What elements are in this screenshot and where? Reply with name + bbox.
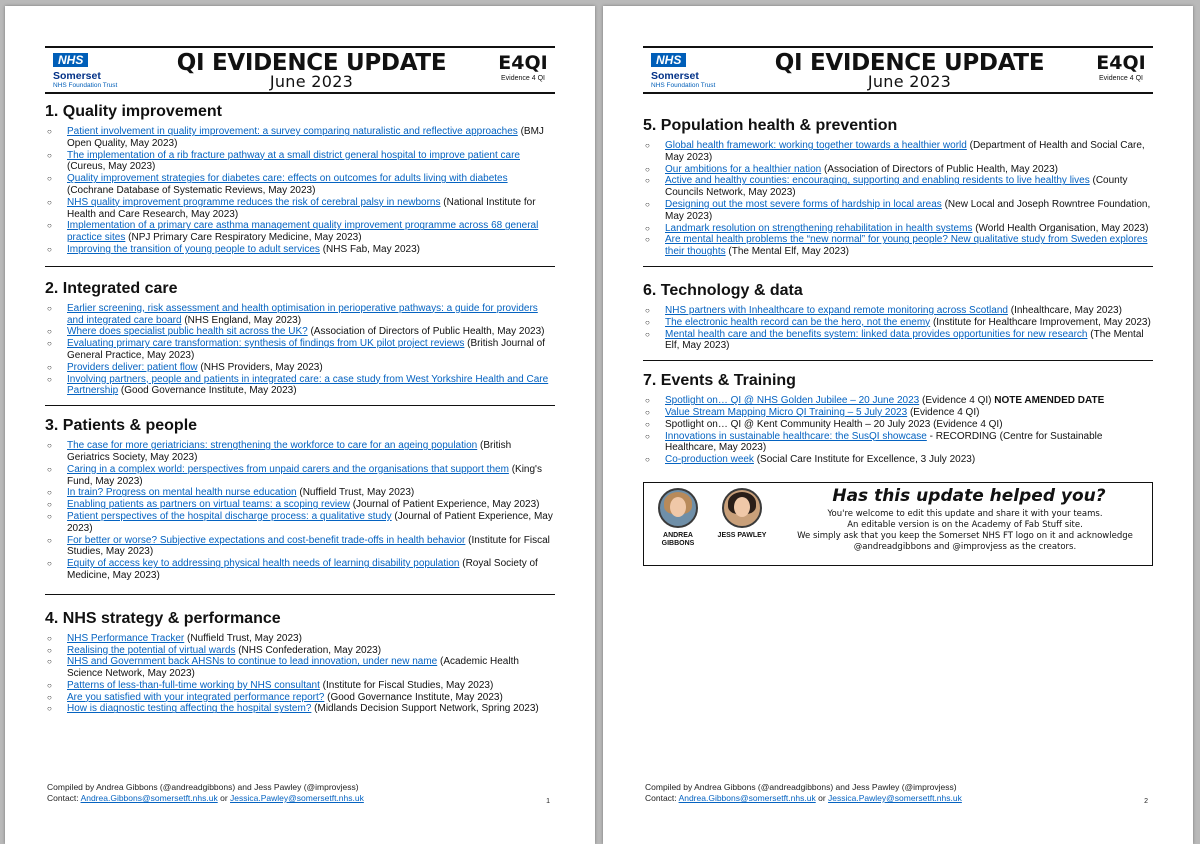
resource-link[interactable]: Designing out the most severe forms of hardship in local areas (665, 198, 942, 210)
list-item (45, 558, 555, 582)
circle-bullet-icon: ○ (645, 176, 650, 186)
person-jess (712, 488, 772, 540)
list-item (45, 440, 555, 464)
list-item (643, 317, 1153, 329)
footer-compiled: Compiled by Andrea Gibbons (@andreadgibbons) and Jess Pawley (@improvjess) (47, 782, 359, 792)
nhs-somerset-logo (53, 51, 163, 93)
page-header (643, 46, 1153, 94)
resource-link[interactable]: Are mental health problems the “new normal” for young people? New qualitative study from Sweden explores their thoughts (665, 234, 1148, 258)
list-item (643, 223, 1153, 235)
resource-link[interactable]: Mental health care and the benefits system: linked data provides opportunities for new research (665, 328, 1088, 340)
resource-link[interactable]: NHS quality improvement programme reduces the risk of cerebral palsy in newborns (67, 196, 441, 208)
circle-bullet-icon: ○ (47, 374, 52, 384)
list-item (643, 140, 1153, 164)
list-item (45, 645, 555, 657)
source-citation: (Midlands Decision Support Network, Spring 2023) (314, 703, 539, 715)
person-name: ANDREA GIBBONS (661, 531, 695, 547)
list-item (643, 164, 1153, 176)
document-title: QI EVIDENCE UPDATE (774, 50, 1045, 76)
list-item (643, 175, 1153, 199)
source-citation: (NHS Fab, May 2023) (322, 243, 420, 255)
source-citation: (British Journal of General Practice, May 2023) (67, 338, 545, 361)
circle-bullet-icon: ○ (645, 305, 650, 315)
logo-org-name: Somerset (53, 70, 101, 82)
logo-org-name: Somerset (651, 70, 699, 82)
nhs-logo-mark: NHS (53, 53, 88, 67)
list-item (45, 126, 555, 150)
source-citation: (County Councils Network, May 2023) (665, 175, 1128, 199)
list-item (643, 199, 1153, 223)
source-citation: - RECORDING (Centre for Sustainable Healthcare, May 2023) (665, 430, 1103, 454)
source-citation: (Cochrane Database of Systematic Reviews, May 2023) (67, 184, 316, 196)
resource-link[interactable]: NHS Performance Tracker (67, 632, 185, 644)
resource-link[interactable]: Innovations in sustainable healthcare: the SusQI showcase (665, 430, 927, 442)
section (45, 267, 555, 406)
resource-link[interactable]: Improving the transition of young people to adult services (67, 243, 320, 255)
source-citation: (Institute for Fiscal Studies, May 2023) (322, 679, 494, 691)
logo-trust-name: NHS Foundation Trust (53, 82, 118, 89)
circle-bullet-icon: ○ (47, 657, 52, 667)
source-citation: (Nuffield Trust, May 2023) (299, 487, 415, 499)
list-item (45, 464, 555, 488)
list-item (45, 703, 555, 715)
circle-bullet-icon: ○ (47, 221, 52, 231)
source-citation: (Evidence 4 QI) (909, 406, 980, 418)
source-citation: (Cureus, May 2023) (67, 161, 156, 173)
resource-link[interactable]: Landmark resolution on strengthening rehabilitation in health systems (665, 222, 973, 234)
resource-link[interactable]: Value Stream Mapping Micro QI Training – 5 July 2023 (665, 406, 908, 418)
feedback-line: @andreadgibbons and @improvjess as the creators. (853, 541, 1077, 552)
list-item (643, 431, 1153, 455)
list-item (45, 220, 555, 244)
footer-contact-label: Contact: (47, 793, 79, 803)
source-citation: (Association of Directors of Public Health, May 2023) (310, 326, 545, 338)
list-item (643, 234, 1153, 258)
circle-bullet-icon: ○ (47, 645, 52, 655)
amended-note: NOTE AMENDED DATE (994, 395, 1105, 407)
section (45, 406, 555, 595)
e4qi-caption: Evidence 4 QI (501, 75, 545, 82)
resource-link[interactable]: NHS partners with Inhealthcare to expand remote monitoring across Scotland (665, 304, 1008, 316)
circle-bullet-icon: ○ (47, 680, 52, 690)
resource-link[interactable]: In train? Progress on mental health nurse education (67, 487, 297, 499)
circle-bullet-icon: ○ (645, 396, 650, 406)
list-item (643, 454, 1153, 466)
source-citation: (King's Fund, May 2023) (67, 463, 542, 487)
reference-list (643, 140, 1153, 258)
circle-bullet-icon: ○ (47, 244, 52, 254)
resource-link[interactable]: NHS and Government back AHSNs to continue to lead innovation, under new name (67, 656, 438, 668)
section (45, 595, 555, 716)
list-item (643, 407, 1153, 419)
source-citation: (Academic Health Science Network, May 2023) (67, 656, 519, 680)
document-page-1 (5, 6, 595, 844)
source-citation: (National Institute for Health and Care Research, May 2023) (67, 196, 536, 220)
page-header (45, 46, 555, 94)
email-link-andrea[interactable]: Andrea.Gibbons@somersetft.nhs.uk (80, 793, 218, 803)
source-citation: (NHS Confederation, May 2023) (238, 644, 382, 656)
list-item (643, 305, 1153, 317)
source-citation: (Institute for Fiscal Studies, May 2023) (67, 534, 550, 558)
resource-link[interactable]: The implementation of a rib fracture pathway at a small district general hospital to improve patient care (67, 149, 520, 161)
resource-link[interactable]: Spotlight on… QI @ NHS Golden Jubilee – 20 June 2023 (665, 395, 920, 407)
circle-bullet-icon: ○ (645, 164, 650, 174)
item-text: Spotlight on… QI @ Kent Community Health – 20 July 2023 (Evidence 4 QI) (665, 418, 1003, 430)
e4qi-mark: E4QI (1096, 52, 1146, 74)
source-citation: (Social Care Institute for Excellence, 3 July 2023) (756, 454, 976, 466)
feedback-body (784, 509, 1146, 553)
list-item (45, 535, 555, 559)
resource-link[interactable]: Equity of access key to addressing physical health needs of learning disability population (67, 558, 460, 570)
circle-bullet-icon: ○ (47, 303, 52, 313)
circle-bullet-icon: ○ (47, 441, 52, 451)
list-item (45, 511, 555, 535)
circle-bullet-icon: ○ (47, 150, 52, 160)
source-citation: (Department of Health and Social Care, May 2023) (665, 140, 1145, 163)
feedback-line: We simply ask that you keep the Somerset NHS FT logo on it and acknowledge (797, 530, 1133, 541)
e4qi-caption: Evidence 4 QI (1099, 75, 1143, 82)
section (643, 361, 1153, 470)
source-citation: (Good Governance Institute, May 2023) (327, 691, 503, 703)
section-title: 7. Events & Training (643, 372, 796, 390)
list-item (45, 499, 555, 511)
source-citation: (NHS Providers, May 2023) (200, 361, 323, 373)
list-item (45, 173, 555, 197)
circle-bullet-icon: ○ (645, 199, 650, 209)
resource-link[interactable]: How is diagnostic testing affecting the hospital system? (67, 703, 312, 715)
source-citation: (New Local and Joseph Rowntree Foundation, May 2023) (665, 198, 1151, 222)
footer-or: or (818, 793, 826, 803)
feedback-line: You're welcome to edit this update and share it with your teams. (827, 508, 1103, 519)
resource-link[interactable]: Where does specialist public health sit across the UK? (67, 326, 308, 338)
reference-list (45, 633, 555, 716)
e4qi-mark: E4QI (498, 52, 548, 74)
resource-link[interactable]: Patient involvement in quality improvement: a survey comparing naturalistic and reflective approaches (67, 126, 518, 137)
reference-list (643, 395, 1153, 466)
resource-link[interactable]: Patterns of less-than-full-time working by NHS consultant (67, 679, 320, 691)
person-andrea (648, 488, 708, 548)
source-citation: (NPJ Primary Care Respiratory Medicine, May 2023) (128, 232, 362, 244)
reference-list (45, 440, 555, 582)
email-link-jessica[interactable]: Jessica.Pawley@somersetft.nhs.uk (230, 793, 364, 803)
footer-contact-label: Contact: (645, 793, 677, 803)
source-citation: (The Mental Elf, May 2023) (728, 246, 849, 258)
source-citation: (Institute for Healthcare Improvement, May 2023) (932, 316, 1151, 328)
circle-bullet-icon: ○ (645, 223, 650, 233)
circle-bullet-icon: ○ (645, 455, 650, 465)
person-name: JESS PAWLEY (717, 531, 767, 539)
circle-bullet-icon: ○ (645, 317, 650, 327)
circle-bullet-icon: ○ (645, 329, 650, 339)
source-citation: (NHS England, May 2023) (184, 314, 302, 326)
section-title: 6. Technology & data (643, 281, 803, 299)
circle-bullet-icon: ○ (47, 127, 52, 136)
source-citation: (Royal Society of Medicine, May 2023) (67, 558, 538, 581)
resource-link[interactable]: Enabling patients as partners on virtual teams: a scoping review (67, 499, 350, 511)
resource-link[interactable]: Implementation of a primary care asthma management quality improvement programme across 68 general practice sites (67, 220, 539, 244)
nhs-logo-mark: NHS (651, 53, 686, 67)
resource-link[interactable]: The case for more geriatricians: strengthening the workforce to care for an ageing population (67, 440, 478, 452)
source-citation: (British Geriatrics Society, May 2023) (67, 440, 512, 463)
resource-link[interactable]: Earlier screening, risk assessment and health optimisation in perioperative pathways: a guide for providers and integrated care board (67, 302, 538, 326)
resource-link[interactable]: Evaluating primary care transformation: synthesis of findings from UK pilot project reviews (67, 338, 465, 350)
section-title: 4. NHS strategy & performance (45, 609, 281, 627)
circle-bullet-icon: ○ (645, 419, 650, 429)
feedback-line: An editable version is on the Academy of Fab Stuff site. (847, 519, 1083, 530)
source-citation: (Association of Directors of Public Health, May 2023) (823, 163, 1058, 175)
section-title: 3. Patients & people (45, 417, 198, 435)
document-subtitle: June 2023 (269, 72, 354, 91)
circle-bullet-icon: ○ (47, 704, 52, 714)
footer-compiled: Compiled by Andrea Gibbons (@andreadgibbons) and Jess Pawley (@improvjess) (645, 782, 957, 792)
resource-link[interactable]: The electronic health record can be the hero, not the enemy (665, 316, 931, 328)
document-subtitle: June 2023 (867, 72, 952, 91)
resource-link[interactable]: For better or worse? Subjective expectations and cost-benefit trade-offs in health behavior (67, 534, 466, 546)
source-citation: (The Mental Elf, May 2023) (665, 328, 1144, 352)
list-item (45, 197, 555, 221)
list-item (45, 692, 555, 704)
source-citation: (Evidence 4 QI) (921, 395, 992, 407)
resource-link[interactable]: Active and healthy counties: encouraging, supporting and enabling residents to live healthy lives (665, 175, 1090, 187)
circle-bullet-icon: ○ (47, 535, 52, 545)
resource-link[interactable]: Are you satisfied with your integrated performance report? (67, 691, 325, 703)
source-citation: (Journal of Patient Experience, May 2023) (67, 510, 553, 534)
circle-bullet-icon: ○ (47, 327, 52, 337)
reference-list (45, 303, 555, 397)
list-item (45, 374, 555, 398)
source-citation: (Journal of Patient Experience, May 2023) (352, 499, 540, 511)
source-citation: (Nuffield Trust, May 2023) (187, 632, 302, 644)
circle-bullet-icon: ○ (645, 235, 650, 245)
list-item (45, 633, 555, 645)
logo-trust-name: NHS Foundation Trust (651, 82, 716, 89)
circle-bullet-icon: ○ (47, 174, 52, 184)
resource-link[interactable]: Co-production week (665, 454, 754, 466)
circle-bullet-icon: ○ (645, 407, 650, 417)
circle-bullet-icon: ○ (47, 488, 52, 498)
footer-or: or (220, 793, 228, 803)
resource-link[interactable]: Patient perspectives of the hospital discharge process: a qualitative study (67, 510, 392, 522)
list-item (45, 362, 555, 374)
feedback-box (643, 482, 1153, 566)
page-number: 1 (546, 798, 550, 805)
section-title: 1. Quality improvement (45, 103, 222, 120)
list-item (45, 244, 555, 256)
feedback-title: Has this update helped you? (832, 485, 1106, 506)
resource-link[interactable]: Quality improvement strategies for diabetes care: effects on outcomes for adults living with diabetes (67, 173, 508, 185)
page-footer (645, 782, 962, 804)
e4qi-logo (497, 52, 549, 83)
section-title: 2. Integrated care (45, 279, 178, 297)
circle-bullet-icon: ○ (47, 692, 52, 702)
resource-link[interactable]: Caring in a complex world: perspectives from unpaid carers and the organisations that support them (67, 463, 509, 475)
source-citation: (Inhealthcare, May 2023) (1010, 304, 1122, 316)
list-item (45, 656, 555, 680)
list-item (45, 680, 555, 692)
list-item (643, 419, 1153, 431)
resource-link[interactable]: Our ambitions for a healthier nation (665, 163, 822, 175)
list-item (45, 487, 555, 499)
e4qi-logo (1095, 52, 1147, 83)
circle-bullet-icon: ○ (47, 197, 52, 207)
circle-bullet-icon: ○ (47, 511, 52, 521)
document-page-2 (603, 6, 1193, 844)
resource-link[interactable]: Involving partners, people and patients in integrated care: a case study from West Yorkshire Health and Care Partnership (67, 373, 549, 397)
reference-list (643, 305, 1153, 352)
resource-link[interactable]: Providers deliver: patient flow (67, 361, 198, 373)
reference-list (45, 126, 555, 256)
source-citation: (BMJ Open Quality, May 2023) (67, 126, 544, 149)
circle-bullet-icon: ○ (47, 500, 52, 510)
circle-bullet-icon: ○ (47, 559, 52, 569)
circle-bullet-icon: ○ (47, 464, 52, 474)
avatar (658, 488, 698, 528)
email-link-jessica[interactable]: Jessica.Pawley@somersetft.nhs.uk (828, 793, 962, 803)
source-citation: (Good Governance Institute, May 2023) (120, 385, 297, 397)
email-link-andrea[interactable]: Andrea.Gibbons@somersetft.nhs.uk (678, 793, 816, 803)
list-item (45, 326, 555, 338)
document-title: QI EVIDENCE UPDATE (176, 50, 447, 76)
circle-bullet-icon: ○ (47, 362, 52, 372)
nhs-somerset-logo (651, 51, 761, 93)
list-item (643, 395, 1153, 407)
circle-bullet-icon: ○ (645, 141, 650, 150)
circle-bullet-icon: ○ (47, 339, 52, 349)
resource-link[interactable]: Realising the potential of virtual wards (67, 644, 236, 656)
source-citation: (World Health Organisation, May 2023) (975, 222, 1149, 234)
page-number: 2 (1144, 798, 1148, 805)
avatar (722, 488, 762, 528)
resource-link[interactable]: Global health framework: working together towards a healthier world (665, 140, 967, 151)
section (643, 94, 1153, 267)
page-footer (47, 782, 364, 804)
section-title: 5. Population health & prevention (643, 117, 898, 134)
list-item (643, 329, 1153, 353)
circle-bullet-icon: ○ (645, 431, 650, 441)
list-item (45, 303, 555, 327)
circle-bullet-icon: ○ (47, 633, 52, 643)
section (643, 267, 1153, 361)
list-item (45, 150, 555, 174)
section (45, 94, 555, 267)
list-item (45, 338, 555, 362)
